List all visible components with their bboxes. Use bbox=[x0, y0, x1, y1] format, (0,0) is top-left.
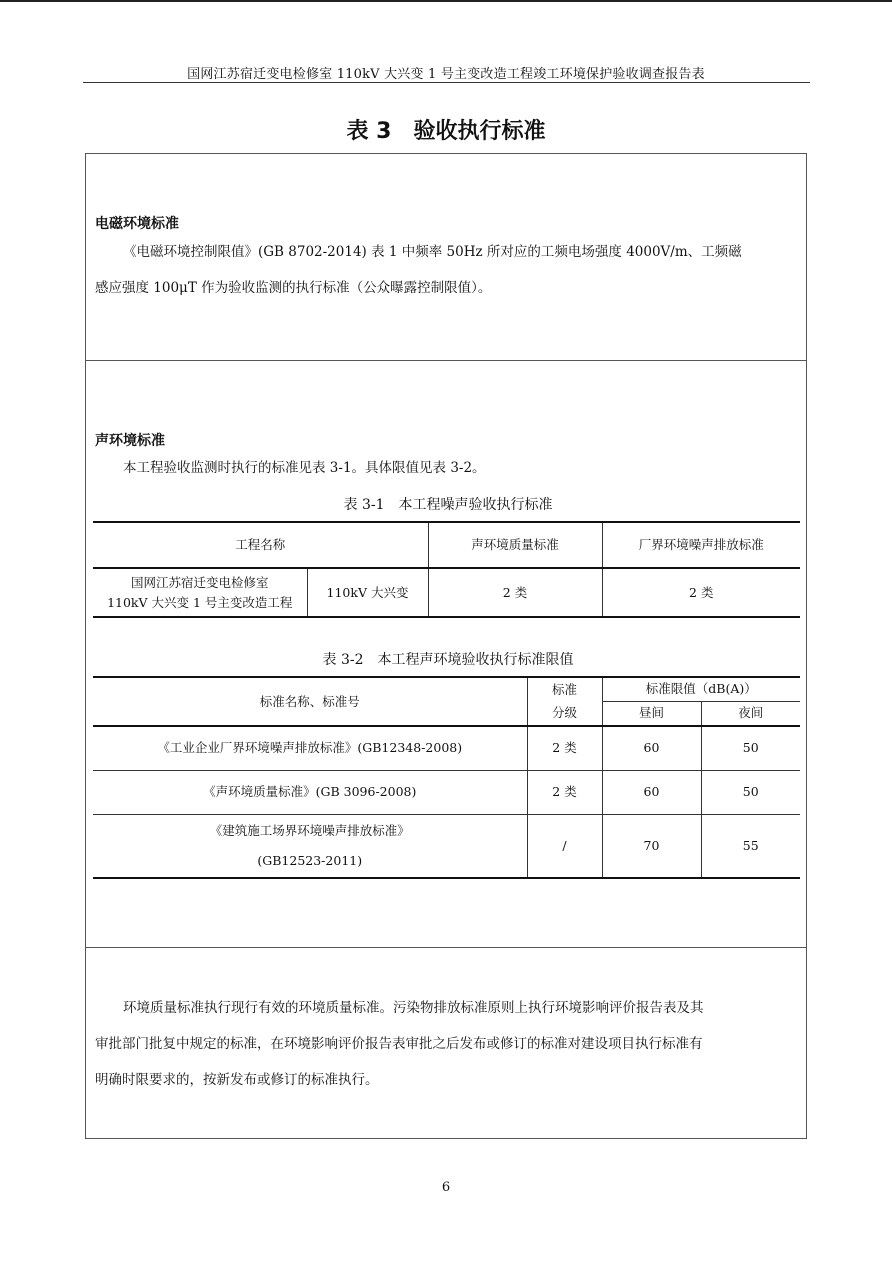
em-line-1: 《电磁环境控制限值》(GB 8702-2014) 表 1 中频率 50Hz 所对应的工频电场强度 4000V/m、工频磁 bbox=[123, 244, 742, 260]
header-night: 夜间 bbox=[701, 701, 800, 726]
header-grade-line1: 标准 bbox=[527, 677, 602, 701]
noise-section-heading: 声环境标准 bbox=[95, 433, 165, 449]
header-standard-name: 标准名称、标准号 bbox=[93, 677, 527, 726]
grade-cell: 2 类 bbox=[527, 726, 602, 770]
page-title bbox=[0, 114, 892, 145]
em-section-paragraph bbox=[95, 234, 803, 306]
day-limit-cell: 60 bbox=[602, 770, 701, 814]
header-day: 昼间 bbox=[602, 701, 701, 726]
table1-caption: 表 3-1 本工程噪声验收执行标准 bbox=[343, 497, 553, 513]
table1-header-row bbox=[93, 522, 800, 568]
night-limit-cell: 50 bbox=[701, 726, 800, 770]
table-row bbox=[93, 770, 800, 814]
noise-standard-table bbox=[93, 521, 800, 618]
table-row bbox=[93, 568, 800, 617]
header-grade-line2: 分级 bbox=[527, 701, 602, 726]
table2-caption: 表 3-2 本工程声环境验收执行标准限值 bbox=[322, 652, 574, 668]
general-line-2: 审批部门批复中规定的标准，在环境影响评价报告表审批之后发布或修订的标准对建设项目执行标准有 bbox=[95, 1036, 703, 1052]
title-label: 表 3 bbox=[346, 119, 392, 144]
running-header: 国网江苏宿迁变电检修室 110kV 大兴变 1 号主变改造工程竣工环境保护验收调查报告表 bbox=[187, 67, 705, 82]
substation-cell: 110kV 大兴变 bbox=[307, 568, 428, 617]
project-name-cell: 国网江苏宿迁变电检修室 110kV 大兴变 1 号主变改造工程 bbox=[93, 568, 307, 617]
table-row bbox=[93, 726, 800, 770]
table2-header-row-1 bbox=[93, 677, 800, 701]
section-divider-1 bbox=[85, 360, 807, 361]
general-line-1: 环境质量标准执行现行有效的环境质量标准。污染物排放标准原则上执行环境影响评价报告表及其 bbox=[123, 1000, 704, 1016]
header-project-name: 工程名称 bbox=[93, 522, 428, 568]
day-limit-cell: 70 bbox=[602, 814, 701, 878]
em-line-2: 感应强度 100μT 作为验收监测的执行标准（公众曝露控制限值）。 bbox=[95, 280, 492, 296]
noise-limit-table bbox=[93, 676, 800, 879]
grade-cell: 2 类 bbox=[527, 770, 602, 814]
title-text: 验收执行标准 bbox=[413, 119, 546, 144]
quality-class-cell: 2 类 bbox=[428, 568, 602, 617]
section-divider-2 bbox=[85, 947, 807, 948]
boundary-class-cell: 2 类 bbox=[602, 568, 800, 617]
noise-intro: 本工程验收监测时执行的标准见表 3-1。具体限值见表 3-2。 bbox=[123, 460, 486, 476]
top-border-line bbox=[0, 0, 892, 2]
grade-cell: / bbox=[527, 814, 602, 878]
em-section-heading: 电磁环境标准 bbox=[95, 216, 179, 232]
night-limit-cell: 55 bbox=[701, 814, 800, 878]
header-rule bbox=[83, 82, 810, 83]
header-quality-standard: 声环境质量标准 bbox=[428, 522, 602, 568]
standard-name-cell: 《声环境质量标准》(GB 3096-2008) bbox=[93, 770, 527, 814]
general-standard-paragraph bbox=[95, 990, 803, 1098]
page-number: 6 bbox=[441, 1180, 451, 1195]
table-row bbox=[93, 814, 800, 878]
header-limit: 标准限值（dB(A)） bbox=[602, 677, 800, 701]
standard-name-cell: 《建筑施工场界环境噪声排放标准》 (GB12523-2011) bbox=[93, 814, 527, 878]
standard-name-cell: 《工业企业厂界环境噪声排放标准》(GB12348-2008) bbox=[93, 726, 527, 770]
day-limit-cell: 60 bbox=[602, 726, 701, 770]
general-line-3: 明确时限要求的，按新发布或修订的标准执行。 bbox=[95, 1072, 379, 1088]
night-limit-cell: 50 bbox=[701, 770, 800, 814]
header-boundary-standard: 厂界环境噪声排放标准 bbox=[602, 522, 800, 568]
